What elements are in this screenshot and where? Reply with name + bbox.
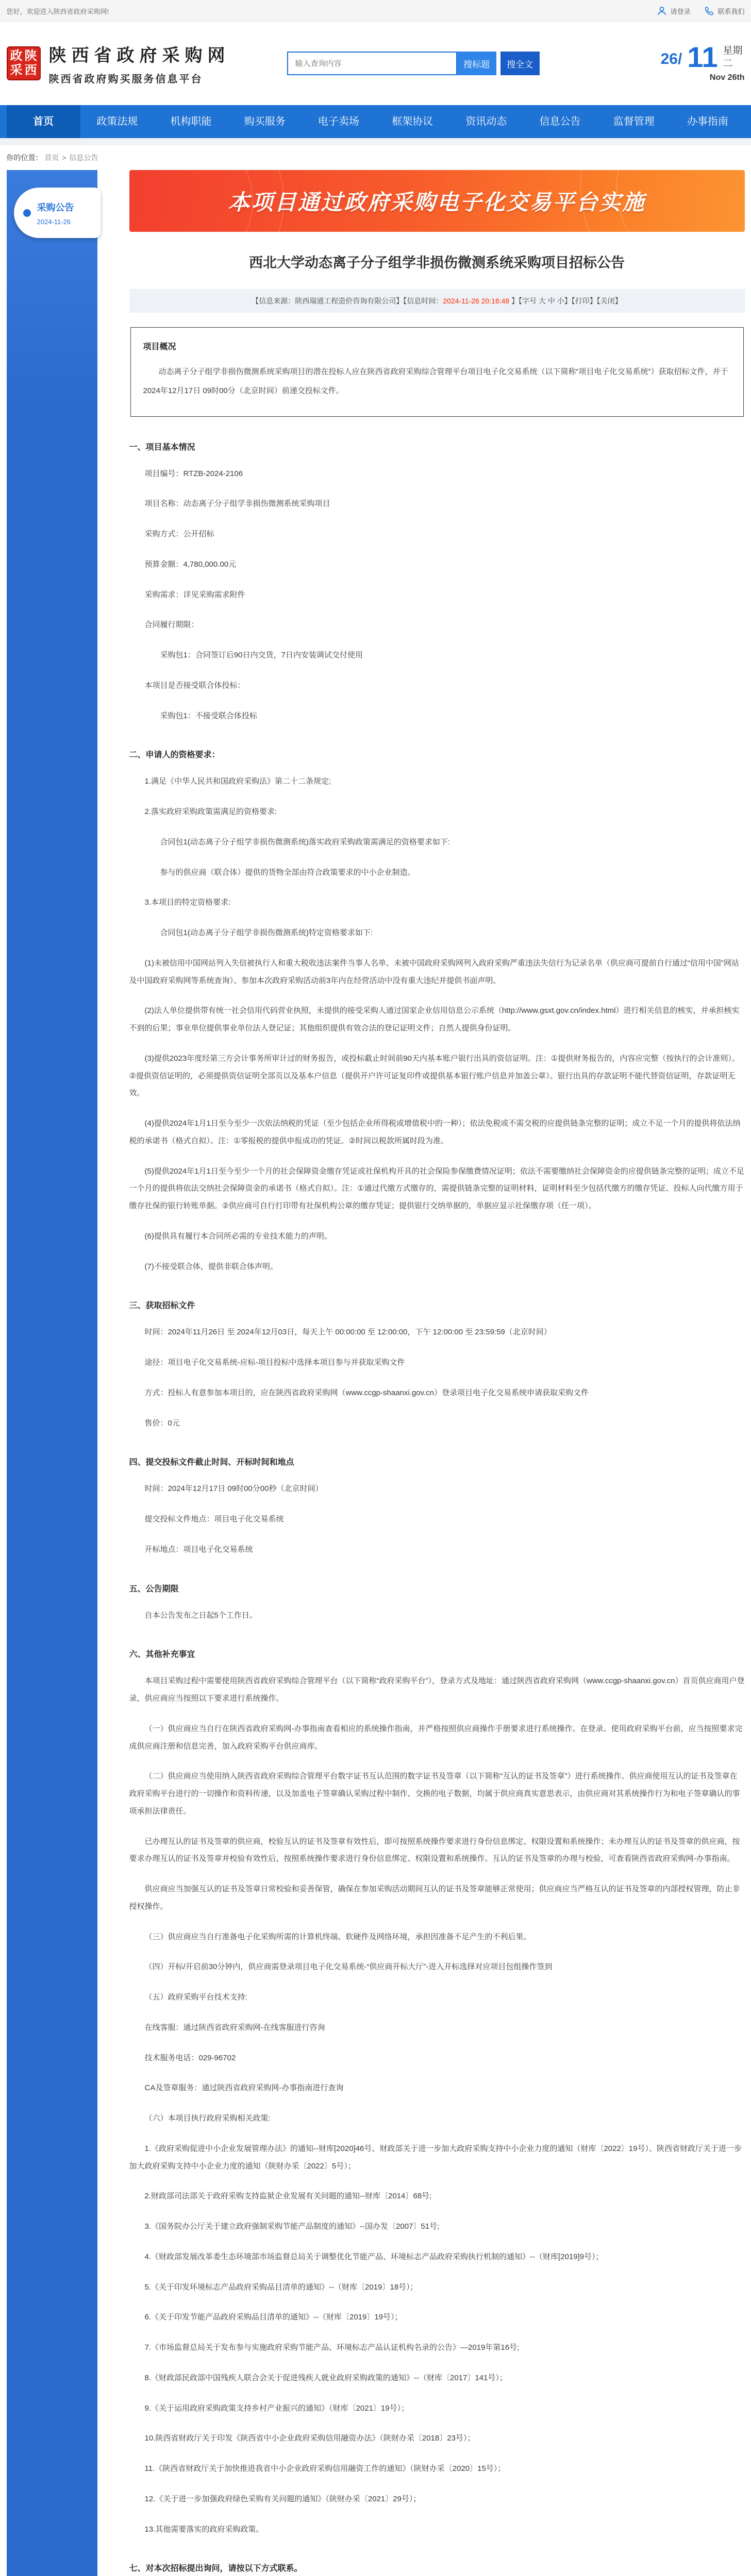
article-paragraph: (5)提供2024年1月1日至今至少一个月的社会保障资金缴存凭证或社保机构开具的社会保险参保缴费情况证明；依法不需要缴纳社会保障资金的应提供链条完整的证明；成立不足一个月的提供将依法交纳社会保障资金的承诺书（格式自拟）。注：①通过代缴方式缴存的，需提供链条完整的证明材料，证明材料至少包括代缴方的缴存凭证、投标人向代缴方用于缴存社保的银行转账单据。②供应商可自行打印带有社保机构公章的缴存凭证；提供银行交纳单据的，单据应显示社保缴存项（任一项）。	[129, 1163, 745, 1215]
article-paragraph: 13.其他需要落实的政府采购政策。	[129, 2521, 745, 2538]
article-paragraph: 采购包1：不接受联合体投标	[129, 707, 745, 725]
font-size-large-button[interactable]: 大	[539, 297, 546, 305]
section-heading: 六、其他补充事宜	[129, 1648, 745, 1659]
article-paragraph: 采购需求：详见采购需求附件	[129, 586, 745, 604]
nav-item-policy[interactable]: 政策法规	[80, 105, 154, 138]
article-paragraph: (2)法人单位提供带有统一社会信用代码营业执照，未提供的接受采购人通过国家企业信用信息公示系统（http://www.gsxt.gov.cn/index.html）进行相关信息的核实，并承担核实不到的后果；事业单位提供事业单位法人登记证；其他组织提供有效合法的登记证明文件；自然人提供身份证明。	[129, 1002, 745, 1037]
main-nav	[0, 105, 751, 138]
article-paragraph: 自本公告发布之日起5个工作日。	[129, 1607, 745, 1624]
article-paragraph: 时间：2024年12月17日 09时00分00秒（北京时间）	[129, 1480, 745, 1498]
article-paragraph: 7.《市场监督总局关于发布参与实施政府采购节能产品、环境标志产品认证机构名录的公告》—2019年第16号;	[129, 2339, 745, 2357]
article-paragraph: 方式：投标人有意参加本项目的，应在陕西省政府采购网（www.ccgp-shaanxi.gov.cn）登录项目电子化交易系统申请获取采购文件	[129, 1384, 745, 1402]
article-paragraph: 已办理互认的证书及签章的供应商，校验互认的证书及签章有效性后，即可按照系统操作要求进行身份信息绑定、权限设置和系统操作；未办理互认的证书及签章的供应商，按要求办理互认的证书及签章并校验有效性后，按照系统操作要求进行身份信息绑定、权限设置和系统操作。互认的证书及签章的办理与校验，可查看陕西省政府采购网-办事指南。	[129, 1833, 745, 1868]
date-day: 11	[687, 44, 717, 70]
article-paragraph: 时间：2024年11月26日 至 2024年12月03日，每天上午 00:00:00 至 12:00:00，下午 12:00:00 至 23:59:59（北京时间）	[129, 1324, 745, 1341]
article-paragraph: 5.《关于印发环境标志产品政府采购品目清单的通知》--（财库〔2019〕18号）；	[129, 2279, 745, 2296]
article-paragraph: (1)未被信用中国网站列入失信被执行人和重大税收违法案件当事人名单、未被中国政府采购网列入政府采购严重违法失信行为记录名单（供应商可提前自行通过“信用中国”网站及中国政府采购网等系统查询）、参加本次政府采购活动前3年内在经营活动中没有重大违纪并提供书面声明。	[129, 955, 745, 990]
article-paragraph: (4)提供2024年1月1日至今至少一次依法纳税的凭证（至少包括企业所得税或增值税中的一种）；依法免税或不需交税的应提供链条完整的证明；成立不足一个月的提供将依法纳税的承诺书（格式自拟）。注：①零报税的提供申报成功的凭证。②时间以税款所属时段为准。	[129, 1115, 745, 1150]
article-paragraph: 合同包1(动态离子分子组学非损伤微测系统)特定资格要求如下:	[129, 924, 745, 942]
article-paragraph: 10.陕西省财政厅关于印发《陕西省中小企业政府采购信用融资办法》（陕财办采〔2018〕23号）；	[129, 2430, 745, 2447]
article-panel	[129, 170, 745, 2576]
section-heading: 三、获取招标文件	[129, 1299, 745, 1311]
close-button[interactable]: 【关闭】	[597, 297, 622, 305]
article-paragraph: 6.《关于印发节能产品政府采购品目清单的通知》--（财库〔2019〕19号）；	[129, 2309, 745, 2326]
article-paragraph: 11.《陕西省财政厅关于加快推进我省中小企业政府采购信用融资工作的通知》（陕财办采〔2020〕15号）；	[129, 2460, 745, 2478]
breadcrumb	[7, 145, 745, 170]
article-meta-bar: 【信息来源：陕西瑞通工程造价咨询有限公司】【信息时间：2024-11-26 20:16:48 】【字号 大 中 小】【打印】【关闭】	[129, 289, 745, 313]
article-paragraph: 参与的供应商（联合体）提供的货物全部由符合政策要求的中小企业制造。	[129, 864, 745, 882]
bullet-dot-icon	[23, 209, 31, 217]
search-fulltext-button[interactable]: 搜全文	[500, 52, 540, 75]
article-paragraph: (6)提供具有履行本合同所必需的专业技术能力的声明。	[129, 1228, 745, 1245]
article-paragraph: 采购方式：公开招标	[129, 526, 745, 543]
article-paragraph: 开标地点：项目电子化交易系统	[129, 1541, 745, 1558]
article-paragraph: 项目编号：RTZB-2024-2106	[129, 465, 745, 483]
section-heading: 一、项目基本情况	[129, 440, 745, 452]
site-title: 陕西省政府采购网	[49, 41, 230, 66]
sidebar-item-date: 2024-11-26	[37, 218, 74, 226]
nav-item-functions[interactable]: 机构职能	[154, 105, 228, 138]
nav-item-supervision[interactable]: 监督管理	[597, 105, 671, 138]
section-heading: 七、对本次招标提出询问，请按以下方式联系。	[129, 2562, 745, 2573]
sidebar-item-procurement-announcement[interactable]	[14, 188, 101, 238]
contact-us-link[interactable]: 联系我们	[705, 6, 744, 16]
overview-label: 项目概况	[143, 340, 731, 352]
article-paragraph: 本项目采购过程中需要使用陕西省政府采购综合管理平台（以下简称“政府采购平台”），登录方式及地址：通过陕西省政府采购网（www.ccgp-shaanxi.gov.cn）首页供应商用户登录，供应商应当按照以下要求进行系统操作。	[129, 1672, 745, 1707]
banner-text: 本项目通过政府采购电子化交易平台实施	[228, 185, 645, 216]
search-title-button[interactable]: 搜标题	[457, 52, 496, 75]
article-paragraph: 在线客服：通过陕西省政府采购网-在线客服进行咨询	[129, 2019, 745, 2037]
article-paragraph: 4.《财政部发展改革委生态环境部市场监督总局关于调整优化节能产品、环境标志产品政府采购执行机制的通知》--（财库[2019]9号）；	[129, 2248, 745, 2266]
phone-icon	[705, 6, 714, 15]
nav-item-e-mall[interactable]: 电子卖场	[302, 105, 375, 138]
e-trading-platform-banner	[129, 170, 745, 232]
page-title: 西北大学动态离子分子组学非损伤微测系统采购项目招标公告	[171, 252, 704, 274]
article-paragraph: 2.落实政府采购政策需满足的资格要求:	[129, 803, 745, 821]
article-paragraph: 售价：0元	[129, 1415, 745, 1432]
breadcrumb-home-link[interactable]: 首页	[44, 154, 59, 162]
article-paragraph: CA及签章服务：通过陕西省政府采购网-办事指南进行查询	[129, 2079, 745, 2097]
nav-item-guide[interactable]: 办事指南	[671, 105, 744, 138]
project-overview-box	[130, 327, 744, 417]
article-body	[129, 440, 745, 2576]
site-subtitle: 陕西省政府购买服务信息平台	[49, 71, 230, 86]
article-paragraph: 提交投标文件地点：项目电子化交易系统	[129, 1511, 745, 1528]
article-paragraph: 预算金额：4,780,000.00元	[129, 556, 745, 573]
article-paragraph: （五）政府采购平台技术支持:	[129, 1989, 745, 2006]
date-prefix: 26/	[661, 52, 682, 70]
article-paragraph: 本项目是否接受联合体投标：	[129, 677, 745, 694]
article-paragraph: （四）开标/开启前30分钟内，供应商需登录项目电子化交易系统-“供应商开标大厅”-进入开标选择对应项目包组操作签到	[129, 1958, 745, 1976]
section-heading: 四、提交投标文件截止时间、开标时间和地点	[129, 1455, 745, 1467]
font-size-small-button[interactable]: 小	[557, 297, 564, 305]
article-paragraph: （一）供应商应当自行在陕西省政府采购网-办事指南查看相应的系统操作指南，并严格按照供应商操作手册要求进行系统操作。在登录、使用政府采购平台前，应当按照要求完成供应商注册和信息完善，加入政府采购平台供应商库。	[129, 1720, 745, 1755]
meta-time: 2024-11-26 20:16:48	[443, 297, 509, 305]
site-header	[0, 22, 751, 105]
article-paragraph: 1.《政府采购促进中小企业发展管理办法》的通知--财库[2020]46号、财政部关于进一步加大政府采购支持中小企业力度的通知（财库〔2022〕19号）、陕西省财政厅关于进一步加大政府采购支持中小企业力度的通知（陕财办采〔2022〕5号）；	[129, 2140, 745, 2175]
article-paragraph: 3.《国务院办公厅关于建立政府强制采购节能产品制度的通知》--国办发〔2007〕51号;	[129, 2218, 745, 2235]
article-paragraph: （二）供应商应当使用纳入陕西省政府采购综合管理平台数字证书互认范围的数字证书及签章（以下简称“互认的证书及签章”）进行系统操作。供应商使用互认的证书及签章在政府采购平台进行的一切操作和资料传递，以及加盖电子签章确认采购过程中制作、交换的电子数据，均属于供应商真实意思表示，由供应商对其系统操作行为和电子签章确认的事项承担法律责任。	[129, 1768, 745, 1820]
article-paragraph: 合同履行期限：	[129, 616, 745, 634]
article-paragraph: 项目名称：动态离子分子组学非损伤微测系统采购项目	[129, 495, 745, 513]
article-paragraph: （六）本项目执行政府采购相关政策:	[129, 2110, 745, 2127]
article-paragraph: 8.《财政部民政部中国残疾人联合会关于促进残疾人就业政府采购政策的通知》--（财库〔2017〕141号）；	[129, 2369, 745, 2387]
article-paragraph: 途径：项目电子化交易系统-应标-项目投标中选择本项目参与并获取采购文件	[129, 1354, 745, 1371]
site-logo: 政 陕 采 西	[7, 46, 41, 80]
login-link[interactable]: 请登录	[657, 6, 690, 16]
top-bar	[0, 0, 751, 22]
breadcrumb-current-link[interactable]: 信息公告	[69, 154, 98, 162]
banner-decor-ring	[129, 170, 253, 232]
nav-item-purchase-service[interactable]: 购买服务	[228, 105, 302, 138]
article-paragraph: 3.本项目的特定资格要求:	[129, 894, 745, 911]
search-box	[287, 52, 540, 75]
category-sidebar	[7, 170, 97, 2576]
overview-text: 动态离子分子组学非损伤微测系统采购项目的潜在投标人应在陕西省政府采购综合管理平台项目电子化交易系统（以下简称“项目电子化交易系统”）获取招标文件，并于 2024年12月17日 09时00分（北京时间）前递交投标文件。	[143, 362, 731, 401]
breadcrumb-separator: >	[62, 154, 66, 162]
date-weekday: 星期二	[723, 45, 745, 70]
welcome-text: 您好，欢迎进入陕西省政府采购网!	[7, 6, 109, 16]
font-size-medium-button[interactable]: 中	[548, 297, 555, 305]
article-paragraph: (3)提供2023年度经第三方会计事务所审计过的财务报告，或投标截止时间前90天内基本账户银行出具的资信证明。注：①提供财务报告的，内容应完整（按执行的会计准则）。②提供资信证明的，必须提供资信证明全部页以及基本户信息（提供开户许可证复印件或提供基本银行账户信息并加盖公章）。银行出具的存款证明不能代替资信证明，存款证明无效。	[129, 1050, 745, 1102]
date-widget	[661, 44, 745, 82]
article-paragraph: 合同包1(动态离子分子组学非损伤微测系统)落实政府采购政策需满足的资格要求如下:	[129, 834, 745, 851]
nav-item-news[interactable]: 资讯动态	[449, 105, 523, 138]
breadcrumb-label: 你的位置：	[7, 154, 43, 162]
nav-divider	[0, 138, 751, 145]
article-paragraph: 采购包1：合同签订后90日内交货，7日内安装调试交付使用	[129, 647, 745, 664]
article-paragraph: (7)不接受联合体，提供非联合体声明。	[129, 1258, 745, 1276]
section-heading: 二、申请人的资格要求：	[129, 748, 745, 760]
section-heading: 五、公告期限	[129, 1582, 745, 1594]
date-english: Nov 26th	[661, 73, 745, 82]
nav-item-home[interactable]: 首页	[7, 105, 80, 138]
nav-item-framework[interactable]: 框架协议	[376, 105, 449, 138]
article-paragraph: 9.《关于运用政府采购政策支持乡村产业振兴的通知》（财库〔2021〕19号）；	[129, 2400, 745, 2417]
banner-decor-ring	[616, 170, 745, 232]
article-paragraph: 1.满足《中华人民共和国政府采购法》第二十二条规定;	[129, 773, 745, 790]
article-paragraph: 供应商应当加强互认的证书及签章日常校验和妥善保管，确保在参加采购活动期间互认的证书及签章能够正常使用；供应商应当严格互认的证书及签章的内部授权管理，防止非授权操作。	[129, 1880, 745, 1916]
print-button[interactable]: 【打印】	[572, 297, 597, 305]
article-paragraph: 2.财政部司法部关于政府采购支持监狱企业发展有关问题的通知--财库〔2014〕68号;	[129, 2188, 745, 2205]
meta-source: 【信息来源：陕西瑞通工程造价咨询有限公司】	[252, 297, 403, 305]
user-icon	[657, 6, 666, 15]
article-paragraph: （三）供应商应当自行准备电子化采购所需的计算机终端、软硬件及网络环境，承担因准备不足产生的不利后果。	[129, 1928, 745, 1946]
sidebar-item-label: 采购公告	[37, 200, 74, 214]
article-paragraph: 12.《关于进一步加强政府绿色采购有关问题的通知》（陕财办采〔2021〕29号）；	[129, 2490, 745, 2508]
search-input[interactable]	[287, 52, 457, 75]
article-paragraph: 技术服务电话：029-96702	[129, 2049, 745, 2067]
nav-item-announcements[interactable]: 信息公告	[523, 105, 597, 138]
